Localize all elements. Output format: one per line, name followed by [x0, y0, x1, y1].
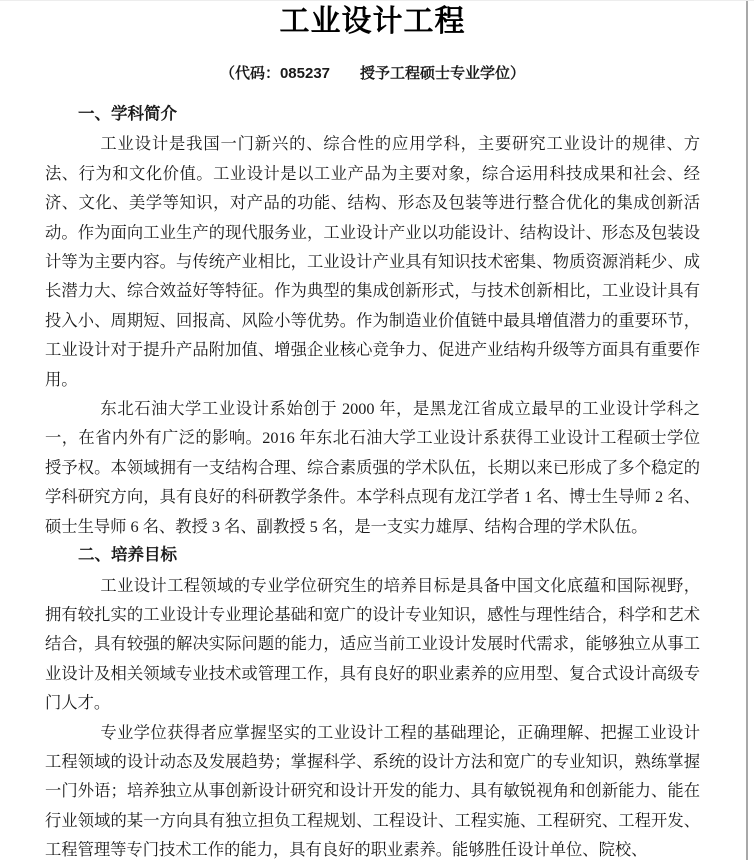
paragraph-training-goal: 工业设计工程领域的专业学位研究生的培养目标是具备中国文化底蕴和国际视野，拥有较扎实的工业设计专业理论基础和宽广的设计专业知识，感性与理性结合，科学和艺术结合，具有较强的解决实际问题的能力，适应当前工业设计发展时代需求，能够独立从事工业设计及相关领域专业技术或管理工作，具有良好的职业素养的应用型、复合式设计高级专门人才。 — [45, 575, 700, 713]
section-heading-discipline-introduction: 一、学科简介 — [78, 105, 177, 123]
paragraph-university-history: 东北石油大学工业设计系始创于 2000 年，是黑龙江省成立最早的工业设计学科之一，在省内外有广泛的影响。2016 年东北石油大学工业设计系获得工业设计工程硕士学位授予权。本领域拥有一支结构合理、综合素质强的学术队伍，长期以来已形成了多个稳定的学科研究方向，具有良好的科研教学条件。本学科点现有龙江学者 1 名、博士生导师 2 名、硕士生导师 6 名、教授 3 名、副教授 5 名，是一支实力雄厚、结构合理的学术队伍。 — [45, 399, 700, 536]
document-title: 工业设计工程 — [279, 5, 466, 38]
paragraph-degree-requirements: 专业学位获得者应掌握坚实的工业设计工程的基础理论，正确理解、把握工业设计工程领域的设计动态及发展趋势；掌握科学、系统的设计方法和宽广的专业知识，熟练掌握一门外语；培养独立从事创新设计研究和设计开发的能力、具有敏锐视角和创新能力、能在行业领域的某一方向具有独立担负工程规划、工程设计、工程实施、工程研究、工程开发、工程管理等专门技术工作的能力，具有良好的职业素养。能够胜任设计单位、院校、 — [45, 722, 700, 860]
document-content — [0, 1, 754, 860]
document-subtitle: （代码：085237 授予工程硕士专业学位） — [219, 65, 526, 82]
section-training-objectives — [45, 541, 700, 860]
section-heading-training-objectives: 二、培养目标 — [78, 546, 177, 565]
section-discipline-introduction — [45, 100, 700, 541]
paragraph-discipline-overview: 工业设计是我国一门新兴的、综合性的应用学科，主要研究工业设计的规律、方法、行为和文化价值。工业设计是以工业产品为主要对象，综合运用科技成果和社会、经济、文化、美学等知识，对产品的功能、结构、形态及包装等进行整合优化的集成创新活动。作为面向工业生产的现代服务业，工业设计产业以功能设计、结构设计、形态及包装设计等为主要内容。与传统产业相比，工业设计产业具有知识技术密集、物质资源消耗少、成长潜力大、综合效益好等特征。作为典型的集成创新形式，与技术创新相比，工业设计具有投入小、周期短、回报高、风险小等优势。作为制造业价值链中最具增值潜力的重要环节，工业设计对于提升产品附加值、增强企业核心竞争力、促进产业结构升级等方面具有重要作用。 — [45, 134, 700, 389]
